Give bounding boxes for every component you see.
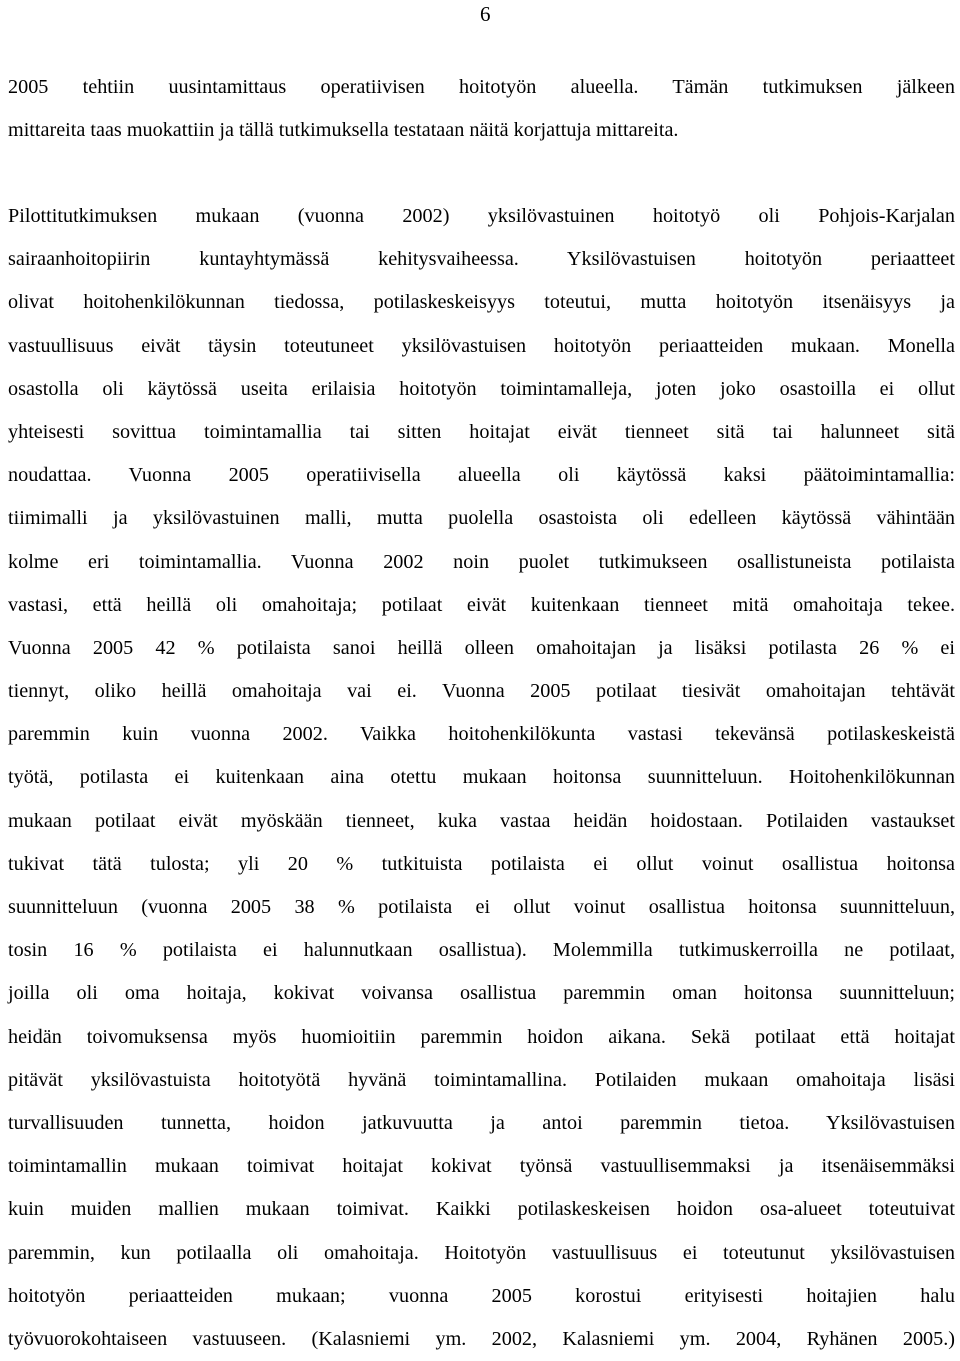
paragraph-2-line: Pilottitutkimuksen mukaan (vuonna 2002) yksilövastuinen hoitotyö oli Pohjois-Karjalan bbox=[8, 205, 955, 227]
paragraph-2-line: yhteisesti sovittua toimintamallia tai sitten hoitajat eivät tienneet sitä tai halunneet sitä bbox=[8, 420, 955, 443]
paragraph-2-line: tiimimalli ja yksilövastuinen malli, mutta puolella osastoista oli edelleen käytössä vähintään bbox=[8, 507, 955, 530]
paragraph-2-line: mukaan potilaat eivät myöskään tienneet, kuka vastaa heidän hoidostaan. Potilaiden vastaukset bbox=[8, 809, 955, 832]
paragraph-2-line: kuin muiden mallien mukaan toimivat. Kaikki potilaskeskeisen hoidon osa-alueet toteutuivat bbox=[8, 1198, 955, 1221]
paragraph-2-line: vastasi, että heillä oli omahoitaja; potilaat eivät kuitenkaan tienneet mitä omahoitaja tekee. bbox=[8, 593, 955, 616]
paragraph-2-line: tukivat tätä tulosta; yli 20 % tutkituista potilaista ei ollut voinut osallistua hoitonsa bbox=[8, 852, 955, 875]
paragraph-2-line: pitävät yksilövastuista hoitotyötä hyvänä toimintamallina. Potilaiden mukaan omahoitaja lisäsi bbox=[8, 1068, 955, 1091]
paragraph-2 bbox=[8, 195, 955, 1361]
paragraph-2-line: turvallisuuden tunnetta, hoidon jatkuvuutta ja antoi paremmin tietoa. Yksilövastuisen bbox=[8, 1111, 955, 1134]
paragraph-2-line: paremmin, kun potilaalla oli omahoitaja. Hoitotyön vastuullisuus ei toteutunut yksilövastuisen bbox=[8, 1241, 955, 1264]
paragraph-2-line: noudattaa. Vuonna 2005 operatiivisella alueella oli käytössä kaksi päätoimintamallia: bbox=[8, 464, 955, 487]
paragraph-2-line: Vuonna 2005 42 % potilaista sanoi heillä olleen omahoitajan ja lisäksi potilasta 26 % ei bbox=[8, 636, 955, 659]
paragraph-2-line: vastuullisuus eivät täysin toteutuneet yksilövastuisen hoitotyön periaatteiden mukaan. Monella bbox=[8, 334, 955, 357]
paragraph-1-line: mittareita taas muokattiin ja tällä tutkimuksella testataan näitä korjattuja mittareita. bbox=[8, 119, 679, 142]
paragraph-2-line: osastolla oli käytössä useita erilaisia hoitotyön toimintamalleja, joten joko osastoilla ei ollut bbox=[8, 377, 955, 400]
paragraph-2-line: heidän toivomuksensa myös huomioitiin paremmin hoidon aikana. Sekä potilaat että hoitajat bbox=[8, 1025, 955, 1048]
paragraph-2-line: olivat hoitohenkilökunnan tiedossa, potilaskeskeisyys toteutui, mutta hoitotyön itsenäisyys ja bbox=[8, 291, 955, 314]
paragraph-2-line: tosin 16 % potilaista ei halunnutkaan osallistua). Molemmilla tutkimuskerroilla ne potilaat, bbox=[8, 939, 955, 962]
paragraph-2-line: toimintamallin mukaan toimivat hoitajat kokivat työnsä vastuullisemmaksi ja itsenäisemmäksi bbox=[8, 1155, 955, 1178]
paragraph-2-line: työtä, potilasta ei kuitenkaan aina otettu mukaan hoitonsa suunnitteluun. Hoitohenkilökunnan bbox=[8, 766, 955, 789]
paragraph-2-line: joilla oli oma hoitaja, kokivat voivansa osallistua paremmin oman hoitonsa suunnitteluun; bbox=[8, 982, 955, 1005]
paragraph-2-line: hoitotyön periaatteiden mukaan; vuonna 2005 korostui erityisesti hoitajien halu bbox=[8, 1284, 955, 1307]
paragraph-2-line: työvuorokohtaiseen vastuuseen. (Kalasniemi ym. 2002, Kalasniemi ym. 2004, Ryhänen 2005.) bbox=[8, 1327, 955, 1350]
paragraph-2-line: sairaanhoitopiirin kuntayhtymässä kehitysvaiheessa. Yksilövastuisen hoitotyön periaatteet bbox=[8, 248, 955, 271]
paragraph-2-line: tiennyt, oliko heillä omahoitaja vai ei. Vuonna 2005 potilaat tiesivät omahoitajan tehtävät bbox=[8, 680, 955, 703]
paragraph-1 bbox=[8, 66, 955, 152]
page-number: 6 bbox=[480, 2, 491, 26]
paragraph-2-line: kolme eri toimintamallia. Vuonna 2002 noin puolet tutkimukseen osallistuneista potilaista bbox=[8, 550, 955, 573]
paragraph-2-line: paremmin kuin vuonna 2002. Vaikka hoitohenkilökunta vastasi tekevänsä potilaskeskeistä bbox=[8, 723, 955, 746]
paragraph-1-line: 2005 tehtiin uusintamittaus operatiivisen hoitotyön alueella. Tämän tutkimuksen jälkeen bbox=[8, 76, 955, 98]
paragraph-2-line: suunnitteluun (vuonna 2005 38 % potilaista ei ollut voinut osallistua hoitonsa suunnitteluun, bbox=[8, 896, 955, 918]
